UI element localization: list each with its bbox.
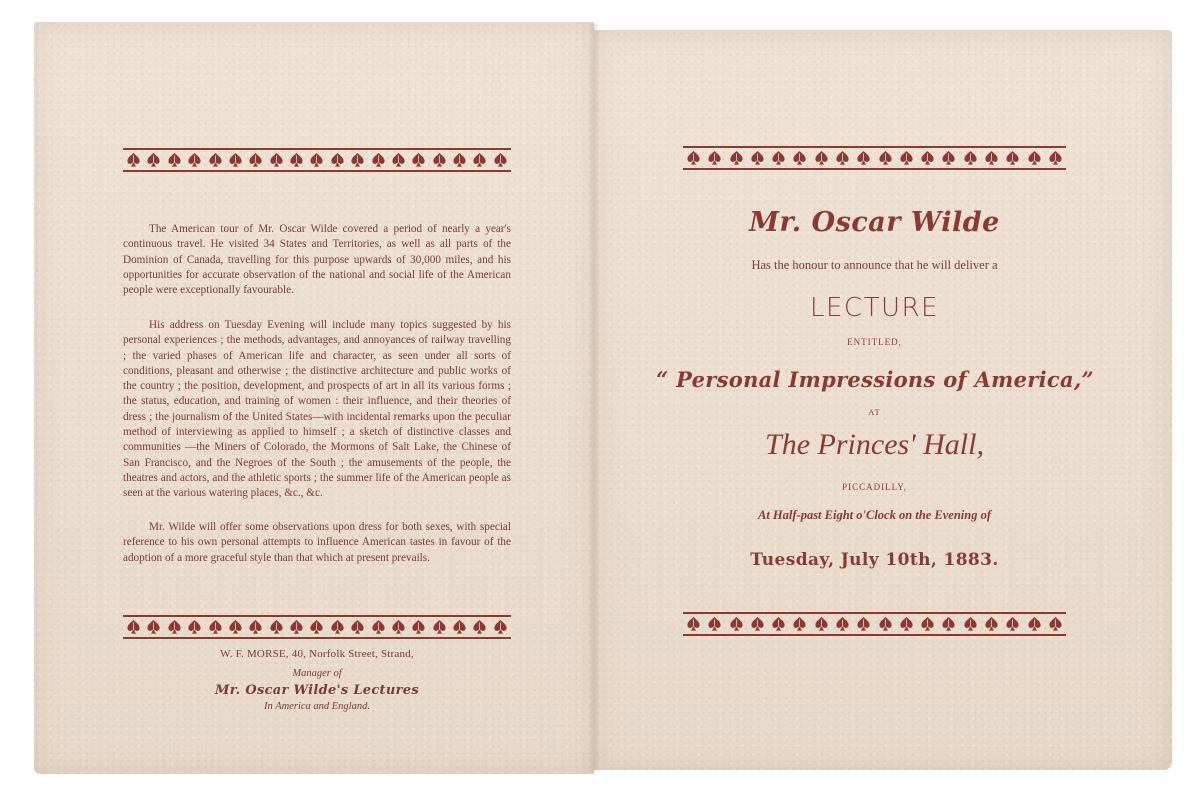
spade-leaf-icon — [493, 152, 508, 168]
spade-leaf-icon — [899, 616, 914, 632]
spade-leaf-icon — [330, 152, 345, 168]
manager-role: Manager of — [292, 668, 342, 679]
spade-leaf-icon — [835, 616, 850, 632]
spade-leaf-icon — [187, 619, 202, 635]
venue-street: PICCADILLY, — [842, 482, 907, 492]
spade-leaf-icon — [472, 152, 487, 168]
spade-leaf-icon — [248, 152, 263, 168]
spade-leaf-icon — [729, 150, 744, 166]
at-label: AT — [868, 407, 881, 417]
spade-leaf-icon — [371, 619, 386, 635]
spade-leaf-icon — [167, 619, 182, 635]
ornament-band-left-top — [123, 148, 511, 172]
spade-leaf-icon — [411, 619, 426, 635]
spade-leaf-icon — [878, 150, 893, 166]
spade-leaf-icon — [371, 152, 386, 168]
spade-leaf-icon — [391, 619, 406, 635]
manager-address: W. F. MORSE, 40, Norfolk Street, Strand, — [220, 648, 414, 660]
spade-leaf-icon — [792, 150, 807, 166]
spade-leaf-icon — [146, 152, 161, 168]
spade-leaf-icon — [771, 616, 786, 632]
paragraph-tour: The American tour of Mr. Oscar Wilde covered a period of nearly a year's continuous travel. He visited 34 States and Territories, as well as all parts of the Dominion of Canada, travelling for this purpose upwards of 30,000 miles, and his opportunities for accurate observation of the national and social life of the American people were exceptionally favourable. — [123, 223, 511, 297]
entitled-label: ENTITLED, — [847, 337, 902, 347]
spade-leaf-icon — [1005, 150, 1020, 166]
spade-leaf-icon — [707, 150, 722, 166]
spade-leaf-icon — [350, 152, 365, 168]
spade-leaf-icon — [228, 619, 243, 635]
paragraph-dress: Mr. Wilde will offer some observations upon dress for both sexes, with special reference to his own personal attempts to influence American tastes in favour of the adoption of a more graceful style than that which at present prevails. — [123, 521, 511, 564]
spade-leaf-icon — [432, 619, 447, 635]
spade-leaf-icon — [411, 152, 426, 168]
spade-leaf-icon — [963, 150, 978, 166]
spade-leaf-icon — [289, 152, 304, 168]
spade-leaf-icon — [1027, 616, 1042, 632]
spade-leaf-icon — [1027, 150, 1042, 166]
spade-leaf-icon — [856, 616, 871, 632]
spade-leaf-icon — [941, 150, 956, 166]
ornament-band-right-top — [683, 146, 1066, 170]
spade-leaf-icon — [750, 150, 765, 166]
lecture-heading: LECTURE — [810, 293, 939, 323]
center-fold — [588, 24, 600, 772]
lecturer-name: Mr. Oscar Wilde — [749, 207, 1000, 238]
spade-leaf-icon — [1048, 616, 1063, 632]
spade-leaf-icon — [269, 152, 284, 168]
spade-leaf-icon — [963, 616, 978, 632]
spade-leaf-icon — [432, 152, 447, 168]
spade-leaf-icon — [707, 616, 722, 632]
spade-leaf-icon — [1005, 616, 1020, 632]
spade-leaf-icon — [984, 616, 999, 632]
manager-place: In America and England. — [264, 701, 370, 712]
spade-leaf-icon — [208, 152, 223, 168]
right-page — [594, 30, 1172, 770]
spade-leaf-icon — [309, 619, 324, 635]
spade-leaf-icon — [856, 150, 871, 166]
spade-leaf-icon — [309, 152, 324, 168]
lecture-title: “ Personal Impressions of America,” — [656, 367, 1094, 392]
spade-leaf-icon — [330, 619, 345, 635]
spade-leaf-icon — [452, 619, 467, 635]
spade-leaf-icon — [391, 152, 406, 168]
spade-leaf-icon — [814, 616, 829, 632]
spade-leaf-icon — [167, 152, 182, 168]
spade-leaf-icon — [126, 152, 141, 168]
spade-leaf-icon — [686, 150, 701, 166]
venue-name: The Princes' Hall, — [765, 428, 984, 461]
paragraph-address: His address on Tuesday Evening will include many topics suggested by his personal experiences ; the methods, advantages, and annoyances of railway travelling ; the varied phases of American life and character, as seen under all sorts of conditions, pleasant and otherwise ; the distinctive architecture and public works of the country ; the position, development, and prospects of art in all its various forms ; the status, education, and training of women : their influence, and their theories of dress ; the journalism of the United States—with incidental remarks upon the peculiar method of interviewing as applied to himself ; a sketch of distinctive classes and communities —the Miners of Colorado, the Mormons of Salt Lake, the Chinese of San Francisco, and the Negroes of the South ; the amusements of the people, the theatres and actors, and the athletic sports ; the summer life of the American people as seen at the various watering places, &c., &c. — [123, 319, 511, 500]
spade-leaf-icon — [750, 616, 765, 632]
manager-lectures: Mr. Oscar Wilde's Lectures — [215, 683, 419, 698]
spade-leaf-icon — [899, 150, 914, 166]
spade-leaf-icon — [187, 152, 202, 168]
lecture-time: At Half-past Eight o'Clock on the Evening of — [757, 508, 991, 522]
spade-leaf-icon — [984, 150, 999, 166]
spade-leaf-icon — [208, 619, 223, 635]
spade-leaf-icon — [792, 616, 807, 632]
spade-leaf-icon — [228, 152, 243, 168]
spade-leaf-icon — [452, 152, 467, 168]
spade-leaf-icon — [941, 616, 956, 632]
spade-leaf-icon — [920, 150, 935, 166]
spade-leaf-icon — [493, 619, 508, 635]
spade-leaf-icon — [920, 616, 935, 632]
spade-leaf-icon — [146, 619, 161, 635]
spade-leaf-icon — [269, 619, 284, 635]
ornament-band-left-bottom — [123, 615, 511, 639]
spade-leaf-icon — [814, 150, 829, 166]
announcement-line: Has the honour to announce that he will deliver a — [751, 258, 998, 272]
lecture-date: Tuesday, July 10th, 1883. — [750, 550, 999, 570]
spade-leaf-icon — [835, 150, 850, 166]
spade-leaf-icon — [289, 619, 304, 635]
spade-leaf-icon — [350, 619, 365, 635]
spade-leaf-icon — [472, 619, 487, 635]
ornament-band-right-bottom — [683, 612, 1066, 636]
spade-leaf-icon — [686, 616, 701, 632]
spade-leaf-icon — [1048, 150, 1063, 166]
spade-leaf-icon — [729, 616, 744, 632]
spade-leaf-icon — [248, 619, 263, 635]
spade-leaf-icon — [126, 619, 141, 635]
spade-leaf-icon — [771, 150, 786, 166]
spade-leaf-icon — [878, 616, 893, 632]
